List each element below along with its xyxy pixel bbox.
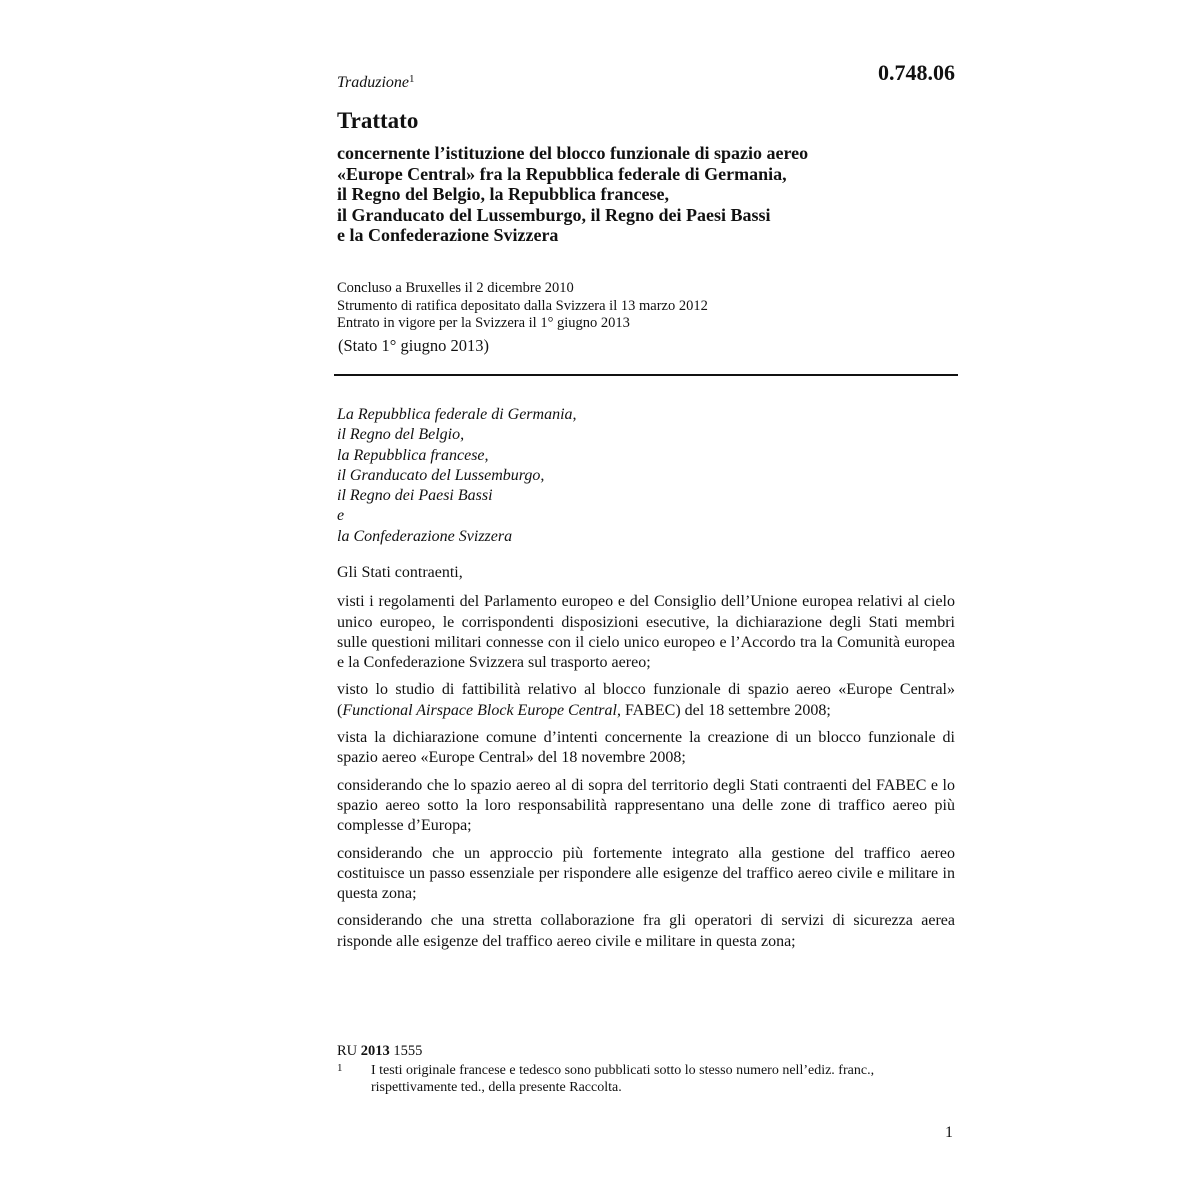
preamble-paragraph: visto lo studio di fattibilità relativo al blocco funzionale di spazio aereo «Europe Central» (Functional Airspace Block Europe Central, FABEC) del 18 settembre 2008; <box>337 681 955 719</box>
subtitle-line: «Europe Central» fra la Repubblica federale di Germania, <box>337 163 787 184</box>
italic-term: Functional Airspace Block Europe Central <box>342 701 617 719</box>
document-title: Trattato <box>337 108 419 133</box>
document-subtitle <box>337 143 957 246</box>
header-divider <box>334 374 958 376</box>
preamble-paragraph: considerando che un approccio più fortemente integrato alla gestione del traffico aereo costituisce un passo essenziale per rispondere alle esigenze del traffico aereo civile e militare in questa zona; <box>337 844 955 903</box>
preamble-opening: Gli Stati contraenti, <box>337 564 463 581</box>
translation-label: Traduzione$^1$ <box>337 73 415 91</box>
preamble-paragraph: considerando che lo spazio aereo al di sopra del territorio degli Stati contraenti del FABEC e lo spazio aereo sotto la loro responsabilità rappresentano una delle zone di traffico aereo più complesse d’Europa; <box>337 776 955 835</box>
preamble-paragraph: vista la dichiarazione comune d’intenti concernente la creazione di un blocco funzionale di spazio aereo «Europe Central» del 18 novembre 2008; <box>337 729 955 767</box>
footnote-text: I testi originale francese e tedesco sono pubblicati sotto lo stesso numero nell’ediz. franc., rispettivamente ted., della presente Raccolta. <box>371 1063 875 1095</box>
subtitle-line: e la Confederazione Svizzera <box>337 225 559 245</box>
subtitle-line: concernente l’istituzione del blocco funzionale di spazio aereo <box>337 143 809 163</box>
concluded-date: Concluso a Bruxelles il 2 dicembre 2010 <box>337 280 574 296</box>
document-number: 0.748.06 <box>878 60 955 85</box>
treaty-metadata <box>337 280 957 333</box>
preamble-paragraph: visti i regolamenti del Parlamento europeo e del Consiglio dell’Unione europea relativi al cielo unico europeo, le corrispondenti disposizioni esecutive, la dichiarazione degli Stati membri sulle questioni militari connesse con il cielo unico europeo e l’Accordo tra la Comunità europea e la Confederazione Svizzera sul trasporto aereo; <box>337 593 955 672</box>
preamble <box>337 563 955 959</box>
preamble-paragraph: considerando che una stretta collaborazione fra gli operatori di servizi di sicurezza aerea risponde alle esigenze del traffico aereo civile e militare in questa zona; <box>337 912 955 950</box>
contracting-parties <box>337 405 957 547</box>
footnote <box>337 1062 957 1096</box>
entry-into-force-date: Entrato in vigore per la Svizzera il 1° giugno 2013 <box>337 315 630 331</box>
subtitle-line: il Granducato del Lussemburgo, il Regno dei Paesi Bassi <box>337 204 771 225</box>
page-number: 1 <box>945 1124 953 1141</box>
footnote-mark: 1 <box>337 1062 343 1074</box>
party-line: e <box>337 507 345 525</box>
party-line: la Repubblica francese, <box>337 446 489 464</box>
subtitle-line: il Regno del Belgio, la Repubblica francese, <box>337 184 669 204</box>
official-compilation-reference: RU 2013 1555 <box>337 1043 423 1059</box>
footnote-reference[interactable]: 1 <box>409 73 415 85</box>
party-line: il Regno dei Paesi Bassi <box>337 487 493 505</box>
party-line: il Granducato del Lussemburgo, <box>337 466 545 484</box>
status-date: (Stato 1° giugno 2013) <box>338 336 489 355</box>
party-line: la Confederazione Svizzera <box>337 527 513 545</box>
party-line: La Repubblica federale di Germania, <box>337 406 577 423</box>
party-line: il Regno del Belgio, <box>337 426 465 444</box>
ratification-date: Strumento di ratifica depositato dalla Svizzera il 13 marzo 2012 <box>337 297 708 314</box>
